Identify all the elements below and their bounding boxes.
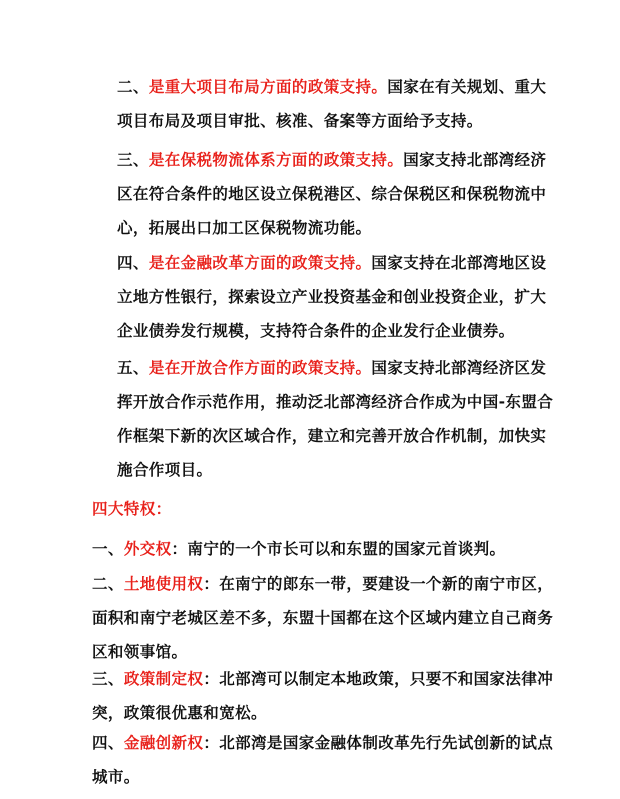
policy-paragraph-4 [117, 246, 557, 348]
privilege-body: ：北部湾是国家金融体制改革先行先试创新的试点城市。 [92, 734, 554, 786]
privilege-prefix: 四、 [92, 734, 124, 752]
privilege-highlight: 金融创新权 [123, 734, 204, 752]
policy-prefix: 四、 [117, 254, 149, 272]
policy-paragraph-5 [117, 351, 557, 487]
privilege-item-1 [92, 532, 558, 566]
privilege-highlight: 土地使用权 [123, 575, 204, 593]
privilege-prefix: 一、 [92, 540, 124, 558]
policy-body: 国家支持在北部湾地区设立地方性银行，探索设立产业投资基金和创业投资企业，扩大企业债券发行规模，支持符合条件的企业发行企业债券。 [117, 254, 547, 340]
policy-highlight: 是在保税物流体系方面的政策支持。 [148, 151, 404, 169]
policy-prefix: 三、 [117, 151, 149, 169]
privilege-prefix: 二、 [92, 575, 124, 593]
policy-paragraph-2 [117, 70, 557, 138]
policy-body: 国家支持北部湾经济区发挥开放合作示范作用，推动泛北部湾经济合作成为中国-东盟合作框架下新的次区域合作，建立和完善开放合作机制，加快实施合作项目。 [117, 359, 554, 479]
privilege-highlight: 政策制定权 [123, 670, 204, 688]
policy-body: 国家支持北部湾经济区在符合条件的地区设立保税港区、综合保税区和保税物流中心，拓展出口加工区保税物流功能。 [117, 151, 547, 237]
privilege-body: ：北部湾可以制定本地政策，只要不和国家法律冲突，政策很优惠和宽松。 [92, 670, 554, 722]
privilege-item-3 [92, 662, 558, 730]
privilege-body: ：南宁的一个市长可以和东盟的国家元首谈判。 [171, 540, 506, 558]
privilege-item-4 [92, 726, 558, 794]
privilege-highlight: 外交权 [123, 540, 172, 558]
privilege-prefix: 三、 [92, 670, 124, 688]
policy-prefix: 五、 [117, 359, 149, 377]
privilege-item-2 [92, 567, 558, 669]
policy-highlight: 是重大项目布局方面的政策支持。 [148, 78, 388, 96]
policy-paragraph-3 [117, 143, 557, 245]
privileges-heading: 四大特权： [92, 500, 172, 518]
policy-body: 国家在有关规划、重大项目布局及项目审批、核准、备案等方面给予支持。 [117, 78, 547, 130]
policy-highlight: 是在金融改革方面的政策支持。 [148, 254, 372, 272]
policy-prefix: 二、 [117, 78, 149, 96]
policy-highlight: 是在开放合作方面的政策支持。 [148, 359, 372, 377]
privilege-body: ：在南宁的郎东一带，要建设一个新的南宁市区，面积和南宁老城区差不多，东盟十国都在这个区域内建立自己商务区和领事馆。 [92, 575, 554, 661]
